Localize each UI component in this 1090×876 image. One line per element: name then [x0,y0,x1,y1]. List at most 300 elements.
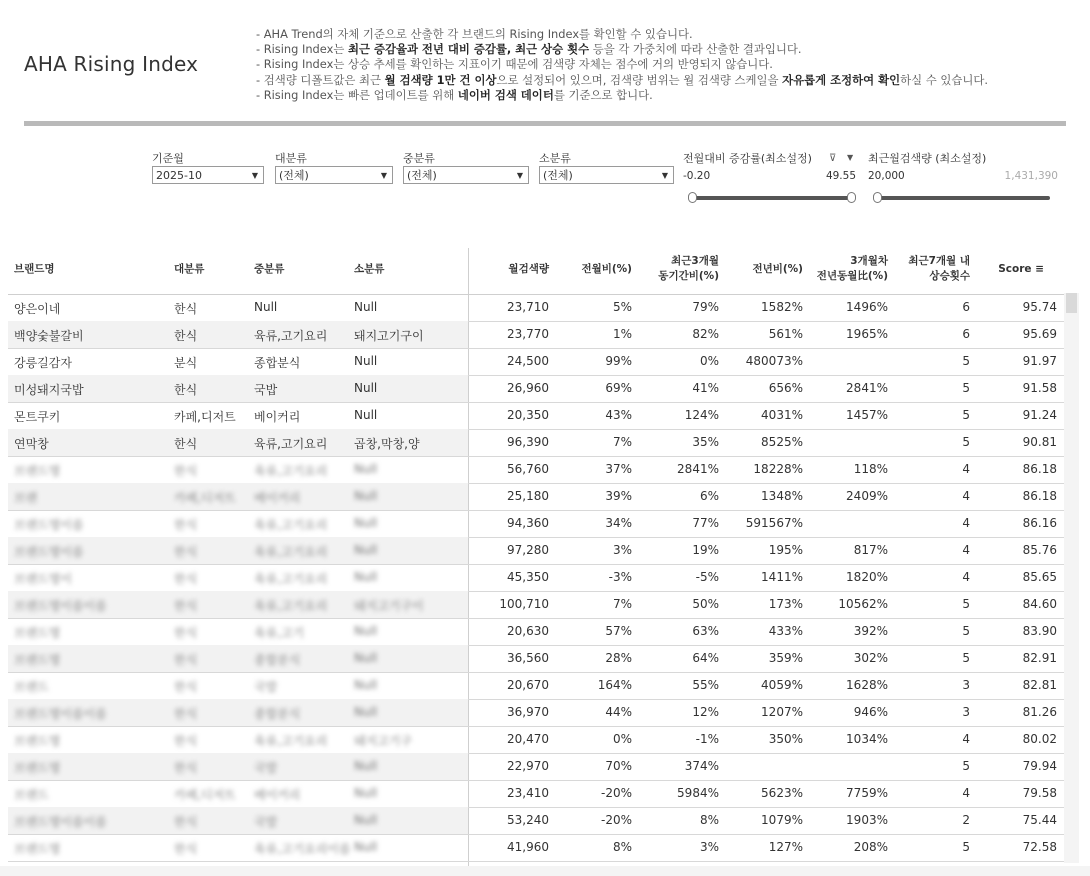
cell-search: 23,410 [507,786,549,800]
cell-mom: 7% [612,597,632,611]
filter-month [152,150,264,184]
cell-mom: 34% [605,516,632,530]
cell-search: 45,350 [507,570,549,584]
cell-category-m: 국밥 [254,815,278,829]
cell-category-m: 육류,고기 [254,626,305,640]
cell-yoy: 18228% [753,462,803,476]
cell-rises: 5 [962,597,970,611]
cell-brand: 브랜드명이름 [14,545,84,559]
cell-brand: 브랜드명이름이름 [14,707,107,721]
page-title: AHA Rising Index [24,52,199,76]
description-text: - Rising Index는 빠른 업데이트를 위해 [256,87,458,102]
cell-q3: 6% [699,489,719,503]
chevron-down-icon: ▼ [516,171,523,180]
description-line [256,57,988,72]
cell-search: 100,710 [499,597,549,611]
cell-mom: 70% [605,759,632,773]
description-text: 등을 각 가중치에 따라 산출한 결과입니다. [589,42,802,57]
cell-category-s: Null [354,786,378,800]
cell-brand: 브랜드명이름이름 [14,599,107,613]
table-row[interactable] [8,834,1064,862]
description-text: 으로 설정되어 있으며, 검색량 범위는 월 검색량 스케일을 [496,72,783,87]
cell-category-l: 한식 [174,626,198,640]
cell-score: 75.44 [1022,813,1057,827]
col-mom[interactable]: 전월비(%) [581,263,632,275]
cell-search: 94,360 [507,516,549,530]
sort-desc-icon[interactable]: ≡ [1035,263,1044,275]
cell-category-m: 베이커리 [254,788,301,802]
cell-category-s: Null [354,354,378,368]
cell-q3-yoy: 1457% [846,408,888,422]
cell-yoy: 4059% [761,678,803,692]
cell-category-l: 한식 [174,464,198,478]
cell-mom: 5% [612,300,632,314]
cell-yoy: 195% [768,543,803,557]
col-rises[interactable]: 최근7개월 내 상승횟수 [908,255,970,282]
table-scrollbar[interactable] [1064,293,1079,863]
clear-filter-icon[interactable]: ⊽ [829,153,837,164]
cell-search: 23,710 [507,300,549,314]
cell-category-s: 돼지고기구이 [354,599,424,613]
cell-yoy: 350% [768,732,803,746]
chevron-down-icon: ▼ [661,171,668,180]
table-row[interactable] [8,591,1064,619]
cell-category-m: 베이커리 [254,491,301,505]
table-row[interactable] [8,726,1064,754]
cell-category-l: 한식 [174,815,198,829]
cell-q3: 3% [699,840,719,854]
cell-q3: 5984% [677,786,719,800]
cell-mom: 69% [605,381,632,395]
table-row[interactable] [8,294,1064,322]
cell-search: 20,630 [507,624,549,638]
cell-category-m: 종합분식 [254,707,301,721]
cell-yoy: 1348% [761,489,803,503]
row-label-pane [8,618,468,645]
table-row[interactable] [8,321,1064,349]
table-row[interactable] [8,483,1064,511]
cell-yoy: 480073% [745,354,803,368]
month-select[interactable] [152,166,264,184]
cell-mom: 0% [612,732,632,746]
filter-month-label: 기준월 [152,152,184,165]
cell-category-m: 육류,고기요리 [254,734,328,748]
cell-brand: 몬트쿠키 [14,410,61,424]
cell-search: 36,560 [507,651,549,665]
cell-category-m: 종합분식 [254,653,301,667]
cell-q3-yoy: 1820% [846,570,888,584]
cell-q3: 374% [684,759,719,773]
cell-search: 23,770 [507,327,549,341]
row-label-pane [8,402,468,429]
description-emphasis: 네이버 검색 데이터 [457,87,554,102]
cell-rises: 5 [962,408,970,422]
cell-brand: 강릉길감자 [14,356,72,370]
cell-category-l: 한식 [174,842,198,856]
bottom-bar [0,866,1090,876]
table-row[interactable] [8,699,1064,727]
cell-search: 20,350 [507,408,549,422]
cell-q3-yoy: 302% [853,651,888,665]
cell-search: 56,760 [507,462,549,476]
mom-slider-max-handle[interactable] [847,192,856,203]
row-label-pane [8,294,468,321]
cell-category-s: Null [354,516,378,530]
row-label-pane [8,834,468,861]
table-row[interactable] [8,645,1064,673]
cell-yoy: 1207% [761,705,803,719]
col-brand[interactable]: 브랜드명 [14,263,55,275]
cell-mom: 37% [605,462,632,476]
cell-rises: 6 [962,327,970,341]
cell-brand: 백양숯불갈비 [14,329,84,343]
table-row[interactable] [8,510,1064,538]
cell-mom: 8% [612,840,632,854]
cell-score: 85.76 [1022,543,1057,557]
cell-score: 86.16 [1022,516,1057,530]
cell-category-s: Null [354,462,378,476]
divider [24,121,1066,126]
cell-q3: 41% [692,381,719,395]
cell-mom: 1% [612,327,632,341]
col-category-l[interactable]: 대분류 [174,263,205,275]
mom-max-value: 49.55 [825,170,856,182]
cell-score: 95.74 [1022,300,1057,314]
cell-mom: 43% [605,408,632,422]
mom-slider-track[interactable] [692,196,852,200]
cell-category-s: Null [354,651,378,665]
cell-category-s: Null [354,381,378,395]
cell-category-l: 한식 [174,572,198,586]
cell-mom: 39% [605,489,632,503]
cell-q3-yoy: 2841% [846,381,888,395]
month-value: 2025-10 [156,169,202,182]
cell-category-m: Null [254,300,278,314]
cell-category-l: 한식 [174,437,198,451]
category-m-select[interactable] [403,166,529,184]
cell-search: 20,470 [507,732,549,746]
cell-score: 84.60 [1022,597,1057,611]
cell-rises: 3 [962,678,970,692]
filter-monthly-search [868,150,1058,186]
cell-score: 82.81 [1022,678,1057,692]
cell-score: 80.02 [1022,732,1057,746]
cell-category-s: Null [354,300,378,314]
cell-q3: 12% [692,705,719,719]
cell-rises: 5 [962,354,970,368]
category-l-value: (전체) [279,169,309,182]
cell-rises: 4 [962,786,970,800]
scrollbar-thumb[interactable] [1066,293,1077,313]
cell-brand: 브랜드명 [14,761,61,775]
cell-mom: 7% [612,435,632,449]
cell-mom: -20% [600,786,632,800]
cell-category-s: Null [354,543,378,557]
cell-yoy: 1411% [761,570,803,584]
cell-rises: 6 [962,300,970,314]
search-max-value: 1,431,390 [1004,170,1058,182]
cell-score: 82.91 [1022,651,1057,665]
cell-q3-yoy: 817% [853,543,888,557]
cell-rises: 4 [962,462,970,476]
cell-category-m: 국밥 [254,761,278,775]
cell-search: 26,960 [507,381,549,395]
cell-q3-yoy: 392% [853,624,888,638]
cell-brand: 브랜 [14,491,38,505]
cell-brand: 양은이네 [14,302,61,316]
row-label-pane [8,456,468,483]
cell-category-l: 분식 [174,356,198,370]
row-label-pane [8,645,468,672]
cell-rises: 4 [962,543,970,557]
chevron-down-icon: ▼ [251,171,258,180]
cell-category-m: 육류,고기요리 [254,437,328,451]
cell-category-l: 한식 [174,761,198,775]
cell-yoy: 359% [768,651,803,665]
cell-category-l: 카페,디저트 [174,491,236,505]
cell-category-m: 육류,고기요리 [254,464,328,478]
cell-rises: 5 [962,624,970,638]
cell-q3-yoy: 10562% [838,597,888,611]
cell-q3-yoy: 1496% [846,300,888,314]
cell-q3: 0% [699,354,719,368]
cell-yoy: 127% [768,840,803,854]
description-line [256,27,988,42]
cell-q3: 82% [692,327,719,341]
description-emphasis: 자유롭게 조정하여 확인 [782,72,901,87]
filter-search-label: 최근월검색량 (최소설정) [868,152,987,165]
cell-category-s: Null [354,624,378,638]
cell-q3-yoy: 1628% [846,678,888,692]
cell-category-l: 카페,디저트 [174,788,236,802]
cell-category-s: Null [354,840,378,854]
cell-q3-yoy: 2409% [846,489,888,503]
cell-q3: 64% [692,651,719,665]
cell-search: 97,280 [507,543,549,557]
category-l-select[interactable] [275,166,393,184]
mom-slider-min-handle[interactable] [688,192,697,203]
cell-q3: -1% [695,732,719,746]
description-text: - AHA Trend의 자체 기준으로 산출한 각 브랜드의 Rising Index를 확인할 수 있습니다. [256,27,693,41]
cell-search: 96,390 [507,435,549,449]
cell-rises: 5 [962,759,970,773]
cell-score: 72.58 [1022,840,1057,854]
cell-score: 79.58 [1022,786,1057,800]
cell-rises: 3 [962,705,970,719]
table-row[interactable] [8,807,1064,835]
cell-category-m: 베이커리 [254,410,301,424]
category-s-select[interactable] [539,166,674,184]
cell-score: 86.18 [1022,462,1057,476]
cell-q3: 50% [692,597,719,611]
cell-category-m: 육류,고기요리이름 [254,842,351,856]
cell-q3-yoy: 118% [853,462,888,476]
col-q3-yoy[interactable]: 3개월차 전년동월比(%) [816,255,888,282]
cell-yoy: 591567% [745,516,803,530]
cell-score: 86.18 [1022,489,1057,503]
cell-search: 22,970 [507,759,549,773]
cell-mom: -3% [608,570,632,584]
cell-category-l: 한식 [174,599,198,613]
cell-category-l: 한식 [174,545,198,559]
cell-mom: 44% [605,705,632,719]
cell-category-s: Null [354,489,378,503]
cell-category-l: 한식 [174,329,198,343]
col-q3[interactable]: 최근3개월 동기간비(%) [658,255,719,282]
row-label-pane [8,564,468,591]
cell-yoy: 433% [768,624,803,638]
cell-q3: 63% [692,624,719,638]
table-row[interactable] [8,564,1064,592]
cell-category-s: Null [354,759,378,773]
cell-category-s: Null [354,813,378,827]
cell-search: 25,180 [507,489,549,503]
cell-brand: 미성돼지국밥 [14,383,84,397]
cell-score: 95.69 [1022,327,1057,341]
cell-q3-yoy: 946% [853,705,888,719]
search-slider-min-handle[interactable] [873,192,882,203]
table-row[interactable] [8,537,1064,565]
mom-min-value: -0.20 [683,170,711,182]
table-row[interactable] [8,348,1064,376]
cell-rises: 5 [962,435,970,449]
cell-brand: 브랜드명 [14,653,61,667]
description [256,27,988,103]
row-label-pane [8,483,468,510]
cell-q3: 79% [692,300,719,314]
cell-mom: 57% [605,624,632,638]
cell-rises: 5 [962,651,970,665]
cell-category-s: Null [354,705,378,719]
col-search[interactable]: 월검색량 [508,263,549,275]
table-row[interactable] [8,618,1064,646]
cell-category-m: 국밥 [254,680,278,694]
cell-score: 91.24 [1022,408,1057,422]
filter-category-s-label: 소분류 [539,152,571,165]
description-emphasis: 최근 증감율과 전년 대비 증감률, 최근 상승 횟수 [347,42,590,57]
cell-brand: 브랜드 [14,680,49,694]
col-score[interactable] [998,262,1044,277]
table-row[interactable] [8,672,1064,700]
cell-search: 41,960 [507,840,549,854]
cell-category-m: 육류,고기요리 [254,545,328,559]
cell-rises: 4 [962,570,970,584]
cell-mom: 99% [605,354,632,368]
filter-category-m-label: 중분류 [403,152,435,165]
cell-q3: -5% [695,570,719,584]
cell-category-l: 한식 [174,653,198,667]
description-text: - 검색량 디폴트값은 최근 [256,72,385,87]
cell-rises: 4 [962,732,970,746]
filter-mom-label: 전월대비 증감률(최소설정) [683,152,812,165]
description-text: - Rising Index는 [256,42,348,57]
table-row[interactable] [8,429,1064,457]
chevron-down-icon[interactable]: ▼ [847,153,854,162]
cell-q3: 55% [692,678,719,692]
cell-search: 24,500 [507,354,549,368]
table-row[interactable] [8,375,1064,403]
category-m-value: (전체) [407,169,437,182]
cell-rises: 4 [962,489,970,503]
cell-category-l: 한식 [174,518,198,532]
description-text: 를 기준으로 합니다. [553,87,653,102]
cell-mom: 28% [605,651,632,665]
cell-category-m: 육류,고기요리 [254,329,328,343]
cell-q3: 19% [692,543,719,557]
cell-yoy: 8525% [761,435,803,449]
cell-category-s: Null [354,570,378,584]
col-score-label: Score [998,263,1032,275]
cell-category-s: 곱창,막창,양 [354,437,420,451]
row-label-pane [8,753,468,780]
chevron-down-icon: ▼ [380,171,387,180]
cell-q3: 77% [692,516,719,530]
cell-q3: 8% [699,813,719,827]
cell-score: 83.90 [1022,624,1057,638]
table-header [8,248,1064,295]
cell-yoy: 561% [768,327,803,341]
cell-q3-yoy: 1034% [846,732,888,746]
filter-category-l-label: 대분류 [275,152,307,165]
table-row[interactable] [8,402,1064,430]
row-label-pane [8,348,468,375]
cell-category-m: 육류,고기요리 [254,599,328,613]
cell-score: 91.58 [1022,381,1057,395]
cell-brand: 브랜드명이 [14,572,72,586]
description-emphasis: 월 검색량 1만 건 이상 [384,72,497,87]
search-slider-track[interactable] [877,196,1050,200]
cell-score: 79.94 [1022,759,1057,773]
description-text: - Rising Index는 상승 추세를 확인하는 지표이기 때문에 검색량 자체는 점수에 거의 반영되지 않습니다. [256,57,773,72]
cell-brand: 브랜드명 [14,734,61,748]
cell-q3-yoy: 1965% [846,327,888,341]
cell-yoy: 173% [768,597,803,611]
cell-search: 36,970 [507,705,549,719]
cell-category-l: 한식 [174,383,198,397]
col-yoy[interactable]: 전년비(%) [752,263,803,275]
table-row[interactable] [8,456,1064,484]
cell-category-l: 카페,디저트 [174,410,236,424]
cell-rises: 2 [962,813,970,827]
row-label-pane [8,672,468,699]
cell-category-m: 육류,고기요리 [254,572,328,586]
cell-q3: 124% [684,408,719,422]
table-row[interactable] [8,780,1064,808]
description-text: 하실 수 있습니다. [900,72,988,87]
cell-brand: 브랜드명 [14,842,61,856]
cell-search: 53,240 [507,813,549,827]
search-min-value: 20,000 [868,170,905,182]
cell-category-l: 한식 [174,302,198,316]
cell-brand: 브랜드명이름 [14,518,84,532]
col-category-s[interactable]: 소분류 [354,263,385,275]
table-row[interactable] [8,753,1064,781]
col-category-m[interactable]: 중분류 [254,263,285,275]
cell-category-m: 종합분식 [254,356,301,370]
cell-brand: 브랜드명이름이름 [14,815,107,829]
description-line [256,42,988,57]
category-s-value: (전체) [543,169,573,182]
filter-category-m [403,150,529,184]
cell-category-m: 국밥 [254,383,278,397]
cell-q3-yoy: 208% [853,840,888,854]
filter-category-s [539,150,674,184]
cell-brand: 브랜드명 [14,626,61,640]
cell-score: 81.26 [1022,705,1057,719]
cell-category-l: 한식 [174,707,198,721]
cell-category-s: 돼지고기구 [354,734,412,748]
filter-category-l [275,150,393,184]
